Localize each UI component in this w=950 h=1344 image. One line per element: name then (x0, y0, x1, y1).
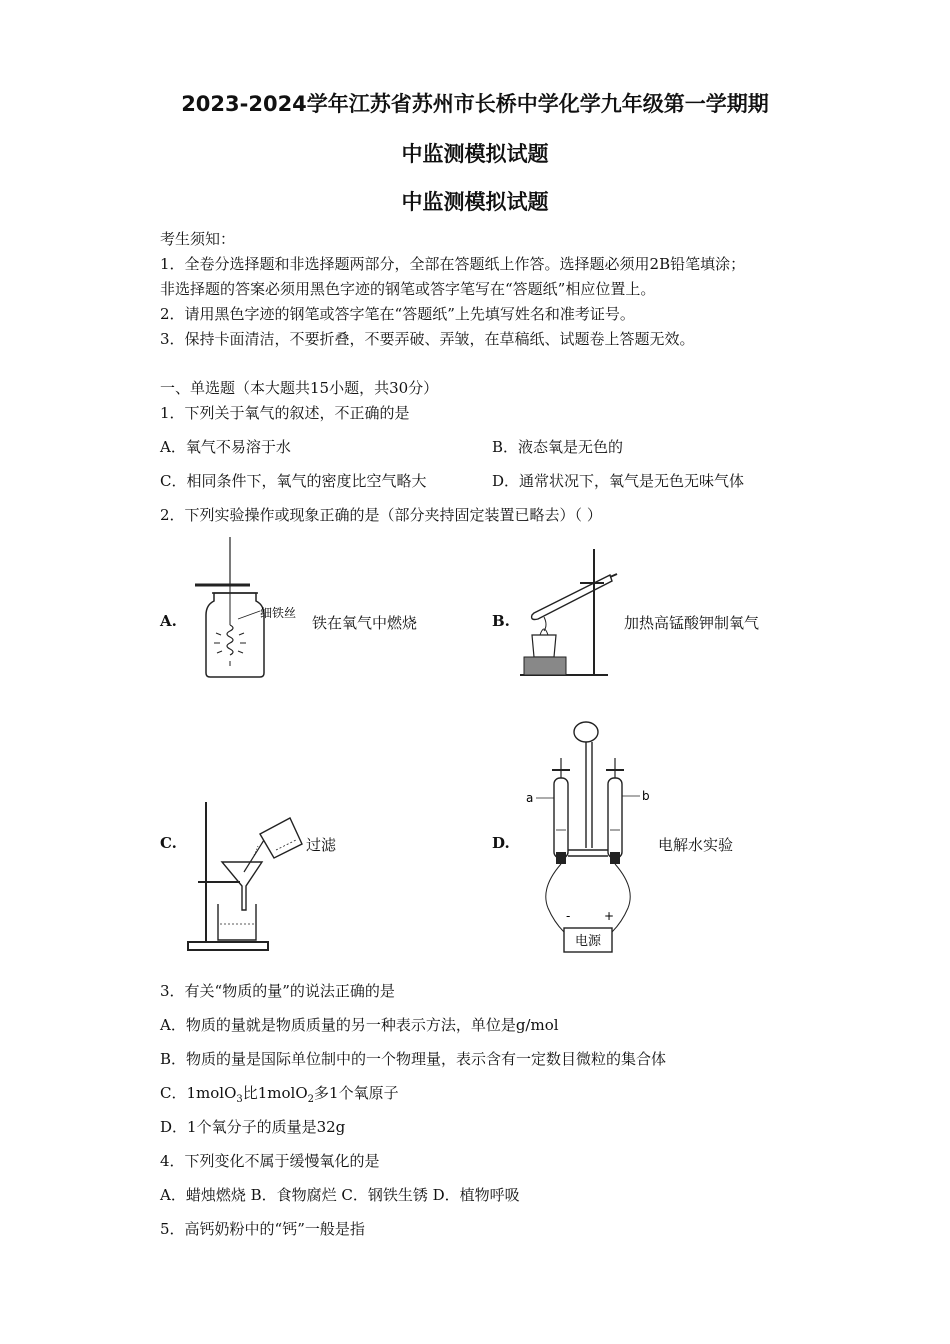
notice-item-1b: 非选择题的答案必须用黑色字迹的钢笔或答字笔写在“答题纸”相应位置上。 (160, 280, 656, 298)
q2-stem: 2．下列实验操作或现象正确的是（部分夹持固定装置已略去）（ ） (160, 506, 602, 524)
q3-option-a: A．物质的量就是物质质量的另一种表示方法，单位是g/mol (160, 1016, 559, 1034)
q3-c-prefix: C．1molO (160, 1084, 237, 1102)
q1-stem: 1．下列关于氧气的叙述，不正确的是 (160, 404, 410, 422)
plus-sign: + (604, 909, 615, 923)
heating-potassium-permanganate-diagram (518, 545, 618, 680)
q3-option-c (160, 1082, 399, 1105)
document-title-line2: 中监测模拟试题 (401, 142, 549, 166)
tube-label-a: a (526, 791, 534, 805)
filtration-diagram (186, 800, 304, 952)
wire-label: 细铁丝 (260, 606, 297, 620)
minus-sign: - (566, 909, 571, 923)
iron-combustion-diagram (190, 535, 310, 680)
document-title-line1: 2023-2024学年江苏省苏州市长桥中学化学九年级第一学期期 (181, 92, 769, 116)
q2-option-b-text: 加热高锰酸钾制氧气 (624, 614, 760, 632)
q2-option-c-letter: C. (160, 834, 177, 852)
q1-option-d: D．通常状况下，氧气是无色无味气体 (492, 472, 745, 490)
section-heading: 一、单选题（本大题共15小题，共30分） (160, 379, 439, 397)
q5-stem: 5．高钙奶粉中的“钙”一般是指 (160, 1220, 365, 1238)
notice-item-2: 2．请用黑色字迹的钢笔或答字笔在“答题纸”上先填写姓名和准考证号。 (160, 305, 635, 323)
q1-option-b: B．液态氧是无色的 (492, 438, 624, 456)
power-source-label: 电源 (574, 934, 602, 949)
q2-option-a-text: 铁在氧气中燃烧 (312, 614, 418, 632)
q3-stem: 3．有关“物质的量”的说法正确的是 (160, 982, 395, 1000)
q1-option-a: A．氧气不易溶于水 (160, 438, 291, 456)
q1-option-c: C．相同条件下，氧气的密度比空气略大 (160, 472, 427, 490)
notice-heading: 考生须知： (160, 230, 236, 248)
q2-option-b-letter: B. (492, 612, 510, 630)
water-electrolysis-diagram (520, 718, 656, 956)
q3-option-b: B．物质的量是国际单位制中的一个物理量，表示含有一定数目微粒的集合体 (160, 1050, 667, 1068)
notice-item-1a: 1．全卷分选择题和非选择题两部分，全部在答题纸上作答。选择题必须用2B铅笔填涂； (160, 255, 746, 273)
q2-option-c-text: 过滤 (306, 836, 337, 854)
document-title-line3: 中监测模拟试题 (401, 190, 549, 214)
q4-stem: 4．下列变化不属于缓慢氧化的是 (160, 1152, 380, 1170)
q2-option-d-letter: D. (492, 834, 510, 852)
q4-options: A．蜡烛燃烧 B．食物腐烂 C．钢铁生锈 D．植物呼吸 (160, 1186, 520, 1204)
q3-c-sub2: 2 (307, 1094, 315, 1105)
q2-option-d-text: 电解水实验 (658, 836, 734, 854)
q2-option-a-letter: A. (160, 612, 177, 630)
q3-option-d: D．1个氧分子的质量是32g (160, 1118, 346, 1136)
q3-c-middle: 比1molO (242, 1084, 308, 1102)
q3-c-suffix: 多1个氧原子 (314, 1084, 399, 1102)
tube-label-b: b (642, 789, 650, 803)
q3-c-sub1: 3 (236, 1094, 243, 1105)
notice-item-3: 3．保持卡面清洁，不要折叠，不要弄破、弄皱，在草稿纸、试题卷上答题无效。 (160, 330, 695, 348)
